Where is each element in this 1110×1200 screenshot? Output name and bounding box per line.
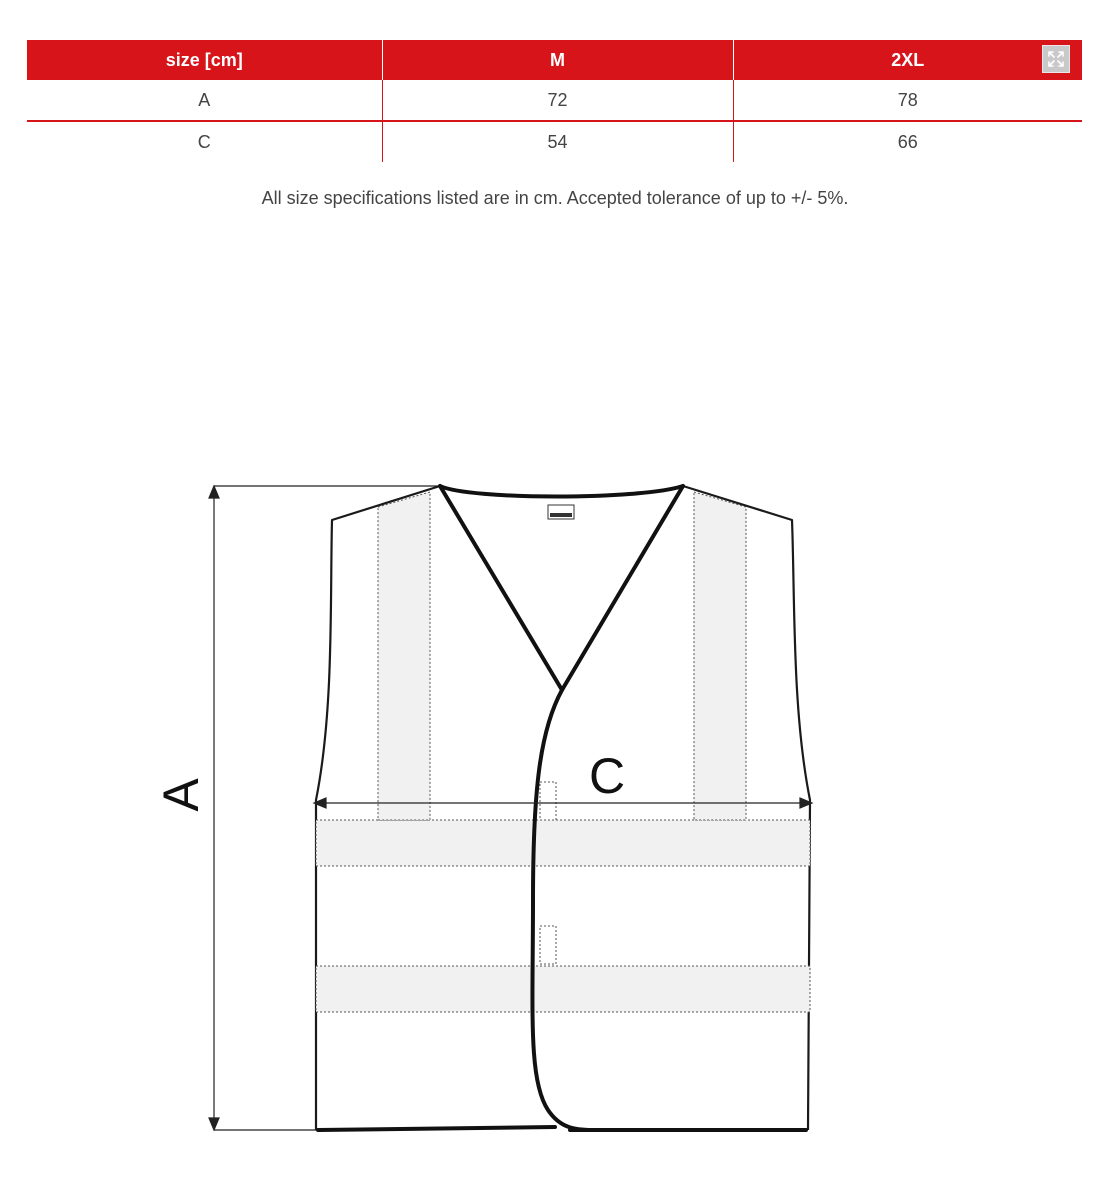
reflective-bands: [316, 820, 810, 1012]
dimension-c-label: C: [588, 748, 626, 804]
size-note: All size specifications listed are in cm. Accepted tolerance of up to +/- 5%.: [261, 188, 849, 208]
table-cell: 78: [733, 80, 1082, 121]
vest-neckline: [440, 486, 683, 1130]
table-cell: 72: [382, 80, 733, 121]
row-label: A: [27, 80, 382, 121]
neck-label: [548, 505, 574, 519]
shoulder-bands: [378, 492, 746, 820]
header-size: size [cm]: [27, 40, 382, 80]
vest-hem: [318, 1127, 806, 1130]
header-2xl-label: 2XL: [891, 49, 925, 70]
row-label: C: [197, 131, 211, 152]
dimension-a-label: A: [153, 778, 209, 812]
header-m: M: [382, 40, 733, 80]
table-cell: 54: [382, 121, 733, 162]
velcro-tabs: [540, 782, 556, 964]
table-cell: 66: [733, 121, 1082, 162]
